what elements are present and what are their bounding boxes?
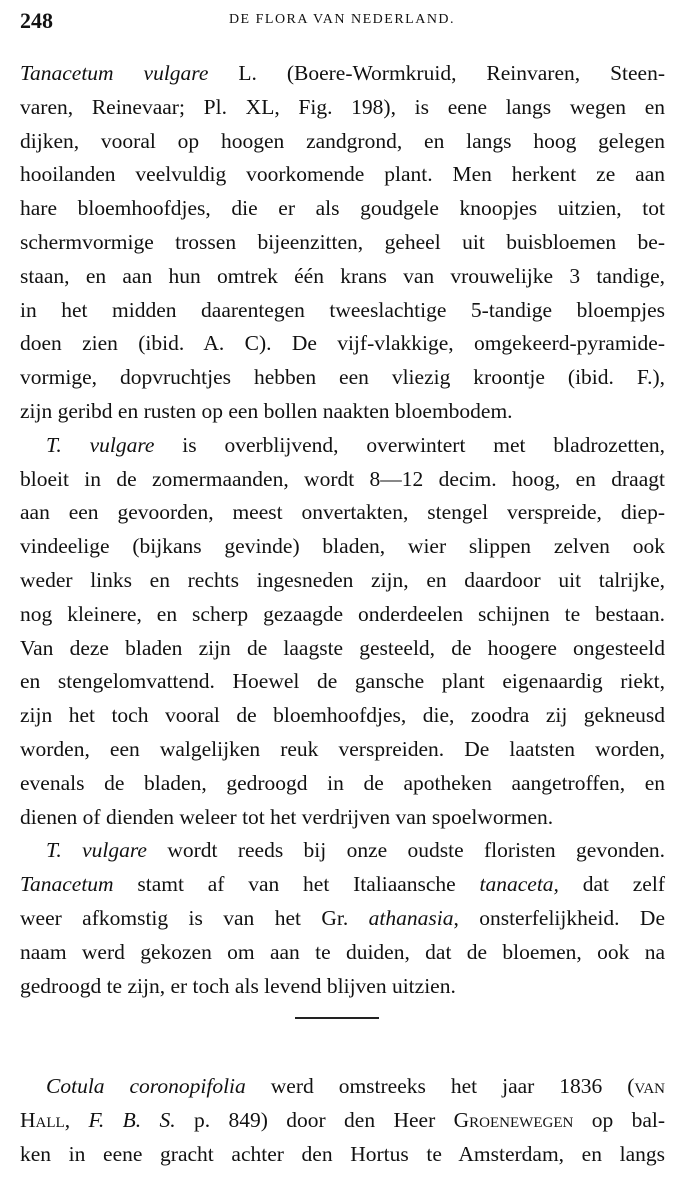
- text-run: p. 849) door den Heer: [175, 1107, 454, 1132]
- italic-text: T. vulgare: [46, 432, 155, 457]
- text-run: L. (Boere-Wormkruid, Reinvaren, Steen-: [208, 61, 665, 85]
- smallcaps-text: Hall: [20, 1107, 65, 1132]
- text-run: ken in eene gracht achter den Hortus te Amsterdam, en langs: [20, 1141, 665, 1166]
- text-run: zijn het toch vooral de bloemhoofdjes, die, zoodra zij gekneusd: [20, 703, 665, 728]
- text-run: dienen of dienden weleer tot het verdrijven van spoelwormen.: [20, 804, 554, 829]
- text-run: dijken, vooral op hoogen zandgrond, en langs hoog gelegen: [20, 128, 665, 153]
- text-line: [20, 496, 665, 530]
- section-divider: [295, 1017, 379, 1019]
- italic-text: tanaceta,: [479, 872, 559, 897]
- text-line: [20, 902, 665, 936]
- running-title: DE FLORA VAN NEDERLAND.: [228, 12, 456, 27]
- italic-text: Tanacetum: [20, 872, 114, 897]
- text-line: [20, 260, 665, 294]
- text-run: wordt reeds bij onze oudste floristen gevonden.: [146, 838, 665, 863]
- text-line: [20, 91, 665, 125]
- main-text-block: [20, 57, 665, 1003]
- text-run: schermvormige trossen bijeenzitten, geheel uit buisbloemen be-: [20, 229, 665, 254]
- text-run: weder links en rechts ingesneden zijn, en daardoor uit talrijke,: [20, 567, 665, 592]
- text-line: [20, 361, 665, 395]
- italic-text: Tanacetum vulgare: [20, 61, 209, 85]
- text-line: [20, 429, 665, 463]
- text-run: stamt af van het Italiaansche: [113, 872, 480, 897]
- text-run: dat zelf: [558, 872, 665, 897]
- text-line: [20, 294, 665, 328]
- text-line: [20, 530, 665, 564]
- text-line: [20, 970, 665, 1004]
- text-line: [20, 834, 665, 868]
- smallcaps-text: van: [634, 1074, 665, 1098]
- text-run: weer afkomstig is van het Gr.: [20, 905, 369, 930]
- text-run: Van deze bladen zijn de laagste gesteeld, de hoogere ongesteeld: [20, 635, 665, 660]
- cotula-text-block: [20, 1070, 665, 1171]
- page-number: 248: [20, 8, 53, 33]
- text-run: hooilanden veelvuldig voorkomende plant. Men herkent ze aan: [20, 162, 665, 187]
- text-line: [20, 801, 665, 835]
- text-run: op bal-: [573, 1107, 665, 1132]
- text-line: [20, 226, 665, 260]
- text-line: [20, 598, 665, 632]
- text-run: vindeelige (bijkans gevinde) bladen, wier slippen zelven ook: [20, 534, 665, 559]
- text-line: [20, 936, 665, 970]
- text-run: evenals de bladen, gedroogd in de apotheken aangetroffen, en: [20, 770, 665, 795]
- text-line: [20, 125, 665, 159]
- text-run: zijn geribd en rusten op een bollen naakten bloembodem.: [20, 398, 513, 423]
- italic-text: Cotula coronopifolia: [46, 1074, 246, 1098]
- text-run: ,: [64, 1107, 89, 1132]
- italic-text: athanasia: [368, 905, 454, 930]
- text-run: varen, Reinevaar; Pl. XL, Fig. 198), is eene langs wegen en: [20, 94, 665, 119]
- text-run: gedroogd te zijn, er toch als levend blijven uitzien.: [20, 973, 456, 998]
- text-run: naam werd gekozen om aan te duiden, dat de bloemen, ook na: [20, 939, 665, 964]
- text-line: [20, 1070, 665, 1104]
- text-line: [20, 632, 665, 666]
- text-line: [20, 327, 665, 361]
- text-line: [20, 1138, 665, 1172]
- text-run: staan, en aan hun omtrek één krans van vrouwelijke 3 tandige,: [20, 263, 665, 288]
- text-line: [20, 699, 665, 733]
- text-run: hare bloemhoofdjes, die er als goudgele knoopjes uitzien, tot: [20, 196, 665, 221]
- text-line: [20, 158, 665, 192]
- text-line: [20, 564, 665, 598]
- text-line: [20, 665, 665, 699]
- text-line: [20, 463, 665, 497]
- text-run: aan een gevoorden, meest onvertakten, stengel verspreide, diep-: [20, 500, 665, 525]
- italic-text: T. vulgare: [46, 838, 147, 863]
- text-line: [20, 395, 665, 429]
- text-run: worden, een walgelijken reuk verspreiden. De laatsten worden,: [20, 736, 665, 761]
- page-header: [20, 8, 664, 34]
- text-line: [20, 1104, 665, 1138]
- italic-text: F. B. S.: [88, 1107, 176, 1132]
- text-run: bloeit in de zomermaanden, wordt 8—12 decim. hoog, en draagt: [20, 466, 665, 491]
- text-run: , onsterfelijkheid. De: [453, 905, 665, 930]
- text-line: [20, 733, 665, 767]
- text-line: [20, 192, 665, 226]
- smallcaps-text: Groenewegen: [453, 1107, 574, 1132]
- text-run: vormige, dopvruchtjes hebben een vliezig kroontje (ibid. F.),: [20, 365, 665, 390]
- text-line: [20, 767, 665, 801]
- text-line: [20, 57, 665, 91]
- text-run: doen zien (ibid. A. C). De vijf-vlakkige, omgekeerd-pyramide-: [20, 331, 665, 356]
- text-line: [20, 868, 665, 902]
- text-run: nog kleinere, en scherp gezaagde onderdeelen schijnen te bestaan.: [20, 601, 665, 626]
- text-run: werd omstreeks het jaar 1836 (: [245, 1074, 635, 1098]
- text-run: en stengelomvattend. Hoewel de gansche plant eigenaardig riekt,: [20, 669, 665, 694]
- text-run: in het midden daarentegen tweeslachtige 5-tandige bloempjes: [20, 297, 665, 322]
- text-run: is overblijvend, overwintert met bladrozetten,: [154, 432, 665, 457]
